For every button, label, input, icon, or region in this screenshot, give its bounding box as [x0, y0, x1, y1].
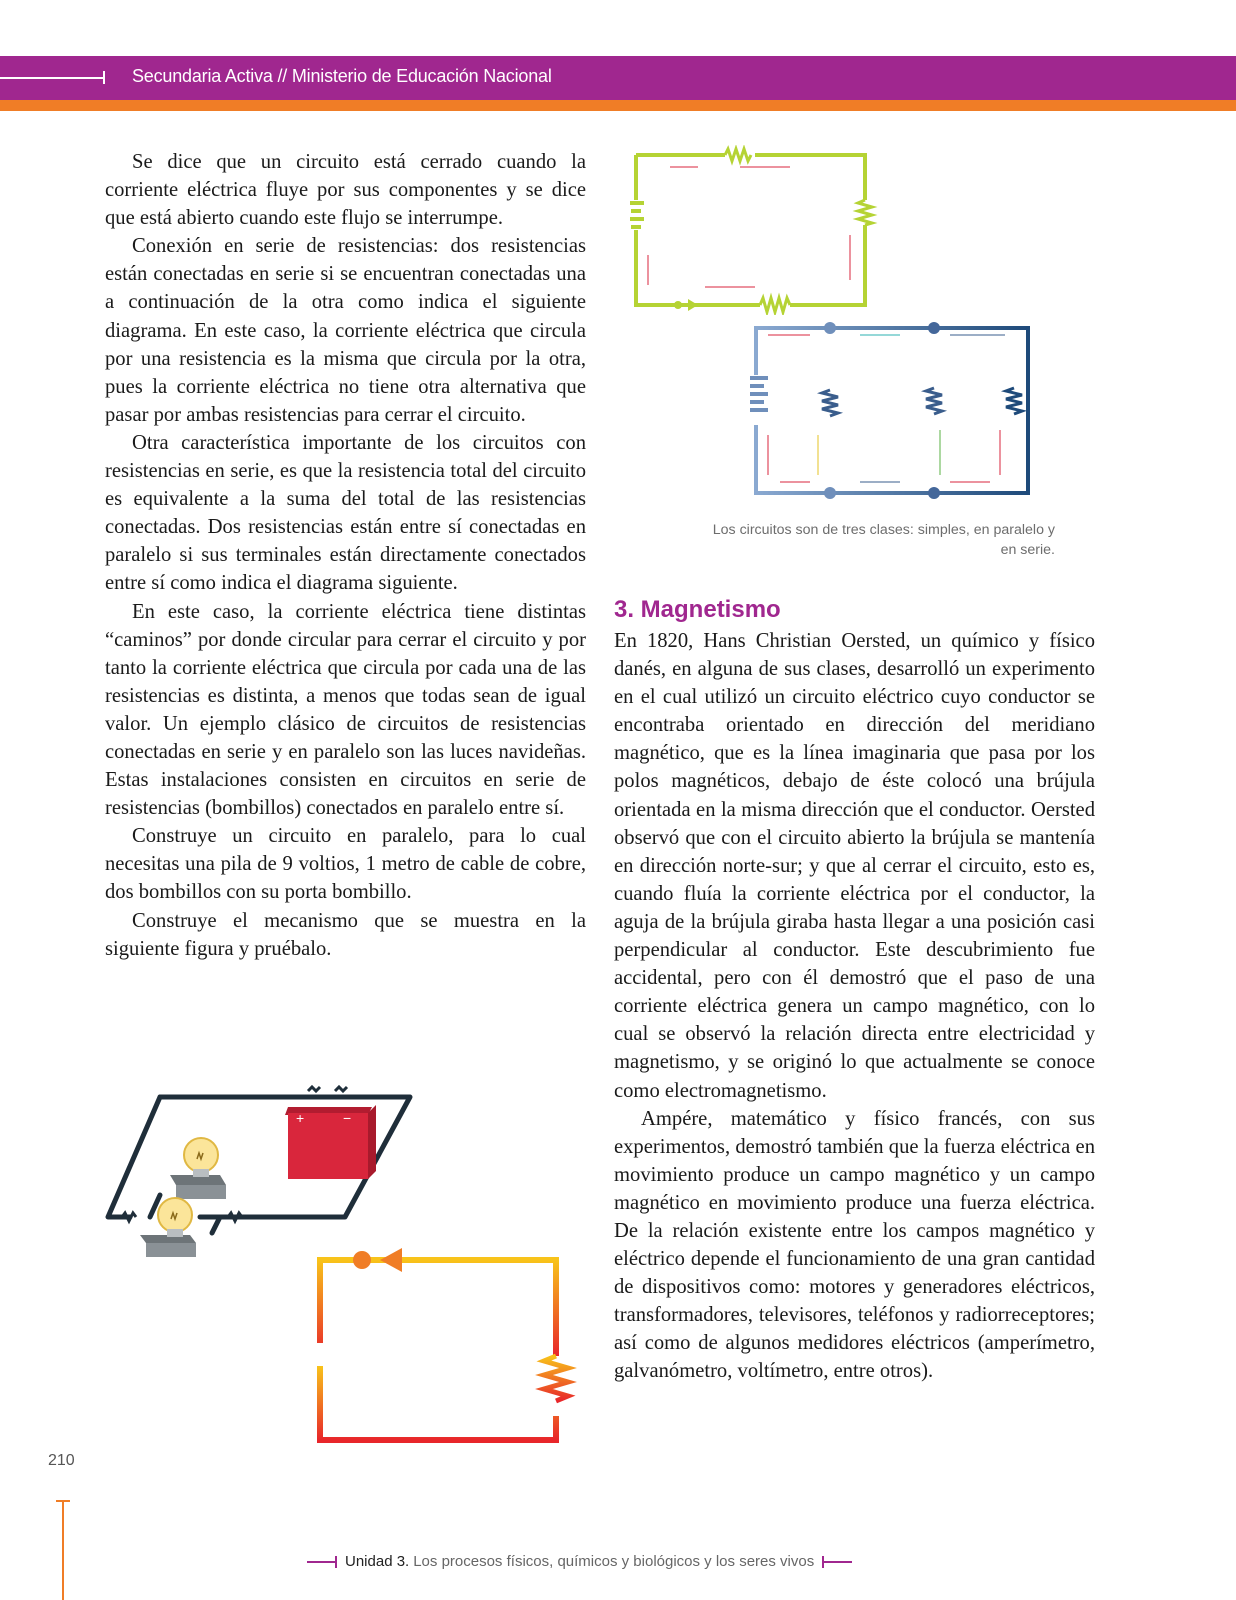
paragraph: Se dice que un circuito está cerrado cuando la corriente eléctrica fluye por sus componentes y se dice que está abierto cuando este flujo se interrumpe. — [105, 151, 586, 230]
footer-text: Los procesos físicos, químicos y biológicos y los seres vivos — [413, 1553, 815, 1570]
paragraph: Ampére, matemático y físico francés, con sus experimentos, demostró también que la fuerza eléctrica en movimiento produce un campo magnético y un campo magnético en movimiento produce una fuerza eléctrica. De la relación existente entre los campos magnético y eléctrico depende el funcionamiento de una gran cantidad de dispositivos como: motores y generadores eléctricos, transformadores, televisores, teléfonos y radiorreceptores; así como de algunos medidores eléctricos (amperímetro, galvanómetro, voltímetro, entre otros). — [614, 1107, 1095, 1383]
paragraph: En 1820, Hans Christian Oersted, un químico y físico danés, en alguna de sus clases, desarrolló un experimento en el cual utilizó un circuito eléctrico cuyo conductor se encontraba orientado en dirección del meridiano magnético, que es la línea imaginaria que pasa por los polos magnéticos, debajo de éste colocó una brújula orientada en la misma dirección que el conductor. Oersted observó que con el circuito abierto la brújula se mantenía en dirección norte-sur; y que al cerrar el circuito, esto es, cuando fluía la corriente eléctrica por el conductor, la aguja de la brújula giraba hasta llegar a una posición casi perpendicular al conductor. Este descubrimiento fue accidental, pero con él demostró que el paso de una corriente eléctrica genera un campo magnético, con lo cual se observó la relación directa entre electricidad y magnetismo, y se originó lo que actualmente se conoce como electromagnetismo. — [614, 630, 1095, 1102]
figure-caption: Los circuitos son de tres clases: simples, en paralelo y en serie. — [712, 522, 1055, 558]
paragraph: Conexión en serie de resistencias: dos resistencias están conectadas en serie si se encuentran conectadas una a continuación de la otra como indica el siguiente diagrama. En este caso, la corriente eléctrica que circula por una resistencia es la misma que circula por la otra, pues la corriente eléctrica no tiene otra alternativa que pasar por ambas resistencias para cerrar el circuito. — [105, 235, 586, 426]
left-column — [105, 148, 586, 963]
simple-circuit-diagram — [298, 1248, 588, 1448]
footer-margin-rule — [62, 1500, 64, 1600]
header-title: Secundaria Activa // Ministerio de Educación Nacional — [132, 66, 552, 86]
footer-unit: Unidad 3. — [345, 1553, 410, 1570]
series-circuit-diagram — [630, 145, 890, 315]
page-number: 210 — [48, 1452, 75, 1469]
paragraph: En este caso, la corriente eléctrica tiene distintas “caminos” por donde circular para cerrar el circuito y por tanto la corriente eléctrica que circula por cada una de las resistencias es distinta, a menos que todas sean de igual valor. Un ejemplo clásico de circuitos de resistencias conectadas en serie y en paralelo son las luces navideñas. Estas instalaciones consisten en circuitos en serie de resistencias (bombillos) conectados en paralelo entre sí. — [105, 600, 586, 820]
header-rule-tick — [103, 71, 105, 84]
section-title: 3. Magnetismo — [614, 596, 781, 623]
footer-margin-tick — [56, 1500, 70, 1502]
footer-dash-right — [822, 1561, 852, 1563]
right-column — [614, 627, 1095, 1386]
header-accent-stripe — [0, 100, 1236, 111]
paragraph: Construye un circuito en paralelo, para lo cual necesitas una pila de 9 voltios, 1 metro de cable de cobre, dos bombillos con su porta bombillo. — [105, 825, 586, 904]
footer — [307, 1553, 852, 1570]
footer-dash-left — [307, 1561, 337, 1563]
paragraph: Otra característica importante de los circuitos con resistencias en serie, es que la resistencia total del circuito es equivalente a la suma del total de las resistencias conectadas. Dos resistencias están entre sí conectadas en paralelo si sus terminales están directamente conectados entre sí como indica el diagrama siguiente. — [105, 431, 586, 595]
paragraph: Construye el mecanismo que se muestra en la siguiente figura y pruébalo. — [105, 909, 586, 960]
battery-minus-label: − — [343, 1110, 352, 1126]
battery-plus-label: + — [296, 1110, 305, 1126]
header-rule — [0, 77, 104, 79]
parallel-circuit-diagram — [750, 320, 1040, 510]
